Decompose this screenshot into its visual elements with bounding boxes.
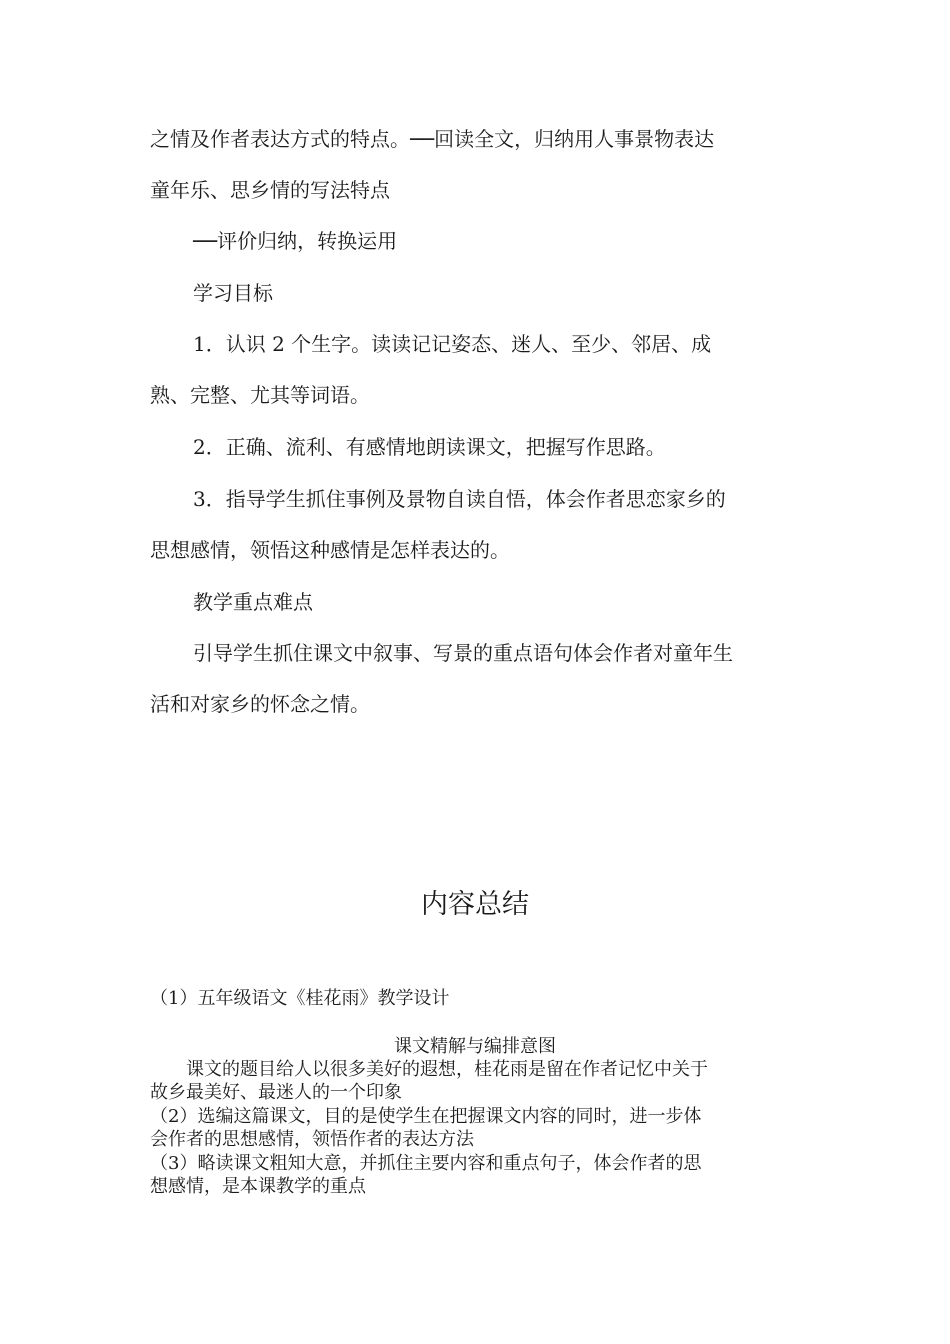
summary-subtitle: 课文精解与编排意图 <box>394 1036 556 1057</box>
focus-line-2: 活和对家乡的怀念之情。 <box>150 692 370 716</box>
goal-1-line-2: 熟、完整、尤其等词语。 <box>150 383 370 407</box>
goal-2: 2．正确、流利、有感情地朗读课文，把握写作思路。 <box>193 435 666 459</box>
summary-line-3: 故乡最美好、最迷人的一个印象 <box>150 1082 402 1103</box>
section-heading-focus: 教学重点难点 <box>193 590 313 614</box>
summary-line-1: （1）五年级语文《桂花雨》教学设计 <box>150 988 450 1009</box>
focus-line-1: 引导学生抓住课文中叙事、写景的重点语句体会作者对童年生 <box>193 641 733 665</box>
summary-title: 内容总结 <box>421 889 529 920</box>
summary-line-5: 会作者的思想感情，领悟作者的表达方法 <box>150 1129 474 1150</box>
body-line-2: 童年乐、思乡情的写法特点 <box>150 178 390 202</box>
goal-3-line-2: 思想感情，领悟这种感情是怎样表达的。 <box>150 538 510 562</box>
goal-3-line-1: 3．指导学生抓住事例及景物自读自悟，体会作者思恋家乡的 <box>193 487 726 511</box>
summary-line-6: （3）略读课文粗知大意，并抓住主要内容和重点句子，体会作者的思 <box>150 1153 702 1174</box>
summary-line-7: 想感情，是本课教学的重点 <box>150 1176 366 1197</box>
summary-line-2: 课文的题目给人以很多美好的遐想，桂花雨是留在作者记忆中关于 <box>186 1059 708 1080</box>
section-heading-goals: 学习目标 <box>193 281 273 305</box>
body-line-1: 之情及作者表达方式的特点。──回读全文，归纳用人事景物表达 <box>150 127 715 151</box>
goal-1-line-1: 1．认识 2 个生字。读读记记姿态、迷人、至少、邻居、成 <box>193 332 712 356</box>
body-line-3: ──评价归纳，转换运用 <box>193 229 398 253</box>
summary-line-4: （2）选编这篇课文，目的是使学生在把握课文内容的同时，进一步体 <box>150 1106 702 1127</box>
